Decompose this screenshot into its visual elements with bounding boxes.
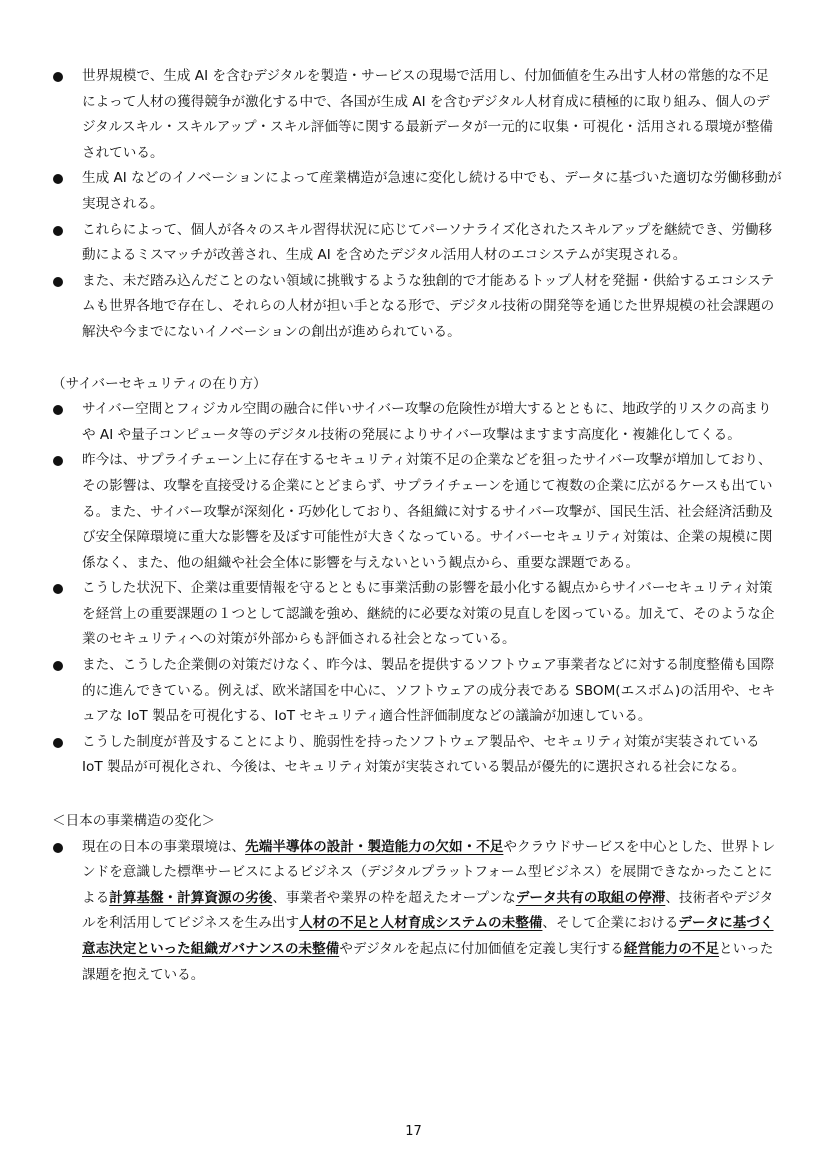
business-structure-heading: ＜日本の事業構造の変化＞: [52, 813, 216, 830]
list-item: [52, 64, 782, 166]
emphasis-data-sharing-stagnation: データ共有の取組の停滞: [515, 889, 666, 906]
bullet-icon: [53, 226, 63, 236]
list-item: [52, 397, 782, 448]
bullet-icon: [53, 405, 63, 415]
list-item: [52, 448, 782, 576]
bullet-text-segment: 、技術者やデジタルを利活用してビジネスを生み出す: [82, 889, 774, 932]
list-item: [52, 576, 782, 653]
bullet-icon: [53, 843, 63, 853]
bullet-text: こうした制度が普及することにより、脆弱性を持ったソフトウェア製品や、セキュリティ対策が実装されている IoT 製品が可視化され、今後は、セキュリティ対策が実装されている製品が優先的に選択される社会になる。: [82, 733, 760, 776]
bullet-text: 生成 AI などのイノベーションによって産業構造が急速に変化し続ける中でも、データに基づいた適切な労働移動が実現される。: [82, 170, 782, 212]
bullet-icon: [53, 584, 63, 594]
bullet-icon: [53, 72, 63, 82]
bullet-text: また、こうした企業側の対策だけなく、昨今は、製品を提供するソフトウェア事業者などに対する制度整備も国際的に進んできている。例えば、欧米諸国を中心に、ソフトウェアの成分表である SBOM(エスボム)の活用や、セキュアな IoT 製品を可視化する、IoT セキュリティ適合性評価制度などの議論が加速している。: [82, 657, 776, 725]
bullet-text: 世界規模で、生成 AI を含むデジタルを製造・サービスの現場で活用し、付加価値を生み出す人材の常態的な不足によって人材の獲得競争が激化する中で、各国が生成 AI を含むデジタル人材育成に積極的に取り組み、個人のデジタルスキル・スキルアップ・スキル評価等に関する最新データが一元的に収集・可視化・活用される環境が整備されている。: [82, 68, 773, 161]
list-item: [52, 166, 782, 217]
bullet-icon: [53, 456, 63, 466]
bullet-text: また、未だ踏み込んだことのない領域に挑戦するような独創的で才能あるトップ人材を発掘・供給するエコシステムも世界各地で存在し、それらの人材が担い手となる形で、デジタル技術の開発等を通じた世界規模の社会課題の解決や今までにないイノベーションの創出が進められている。: [82, 272, 775, 340]
list-item: [52, 218, 782, 269]
page-content: [52, 64, 782, 988]
list-item: [52, 653, 782, 730]
business-structure-bullet-list: [52, 835, 782, 989]
bullet-icon: [53, 174, 63, 184]
emphasis-semiconductor-shortage: 先端半導体の設計・製造能力の欠如・不足: [245, 838, 504, 855]
list-item: [52, 835, 782, 989]
bullet-icon: [53, 661, 63, 671]
emphasis-governance-gap: データに基づく意志決定といった組織ガバナンスの未整備: [82, 915, 774, 957]
bullet-icon: [53, 738, 63, 748]
cybersecurity-heading: （サイバーセキュリティの在り方）: [52, 375, 267, 392]
bullet-text-segment: 、事業者や業界の枠を超えたオープンな: [272, 889, 516, 906]
bullet-text-segment: といった課題を抱えている。: [82, 941, 774, 983]
bullet-text: こうした状況下、企業は重要情報を守るとともに事業活動の影響を最小化する観点からサイバーセキュリティ対策を経営上の重要課題の１つとして認識を強め、継続的に必要な対策の見直しを図っている。加えて、そのような企業のセキュリティへの対策が外部からも評価される社会となっている。: [82, 580, 775, 648]
list-item: [52, 269, 782, 346]
digital-talent-bullet-list: [52, 64, 782, 346]
page-number: 17: [405, 1124, 422, 1139]
bullet-text-segment: やクラウドサービスを中心とした、世界トレンドを意識した標準サービスによるビジネス（デジタルプラットフォーム型ビジネス）を展開できなかったことによる: [82, 838, 776, 906]
emphasis-management-capability: 経営能力の不足: [623, 941, 720, 957]
cybersecurity-bullet-list: [52, 397, 782, 781]
bullet-text: これらによって、個人が各々のスキル習得状況に応じてパーソナライズ化されたスキルアップを継続でき、労働移動によるミスマッチが改善され、生成 AI を含めたデジタル活用人材のエコシステムが実現される。: [82, 221, 773, 264]
emphasis-talent-shortage: 人材の不足と人材育成システムの未整備: [299, 915, 543, 932]
bullet-text: 昨今は、サプライチェーン上に存在するセキュリティ対策不足の企業などを狙ったサイバー攻撃が増加しており、その影響は、攻撃を直接受ける企業にとどまらず、サプライチェーンを通じて複数の企業に広がるケースも出ている。また、サイバー攻撃が深刻化・巧妙化しており、各組織に対するサイバー攻撃が、国民生活、社会経済活動及び安全保障環境に重大な影響を及ぼす可能性が大きくなっている。サイバーセキュリティ対策は、企業の規模に関係なく、また、他の組織や社会全体に影響を与えないという観点から、重要な課題である。: [82, 452, 773, 571]
emphasis-compute-lag: 計算基盤・計算資源の劣後: [109, 889, 273, 906]
bullet-text: サイバー空間とフィジカル空間の融合に伴いサイバー攻撃の危険性が増大するとともに、地政学的リスクの高まりや AI や量子コンピュータ等のデジタル技術の発展によりサイバー攻撃はますます高度化・複雑化してくる。: [82, 401, 772, 443]
list-item: [52, 730, 782, 781]
bullet-icon: [53, 277, 63, 287]
bullet-text-segment: やデジタルを起点に付加価値を定義し実行する: [339, 941, 624, 957]
bullet-text-segment: 、そして企業における: [542, 915, 679, 932]
bullet-text-segment: 現在の日本の事業環境は、: [82, 838, 246, 855]
